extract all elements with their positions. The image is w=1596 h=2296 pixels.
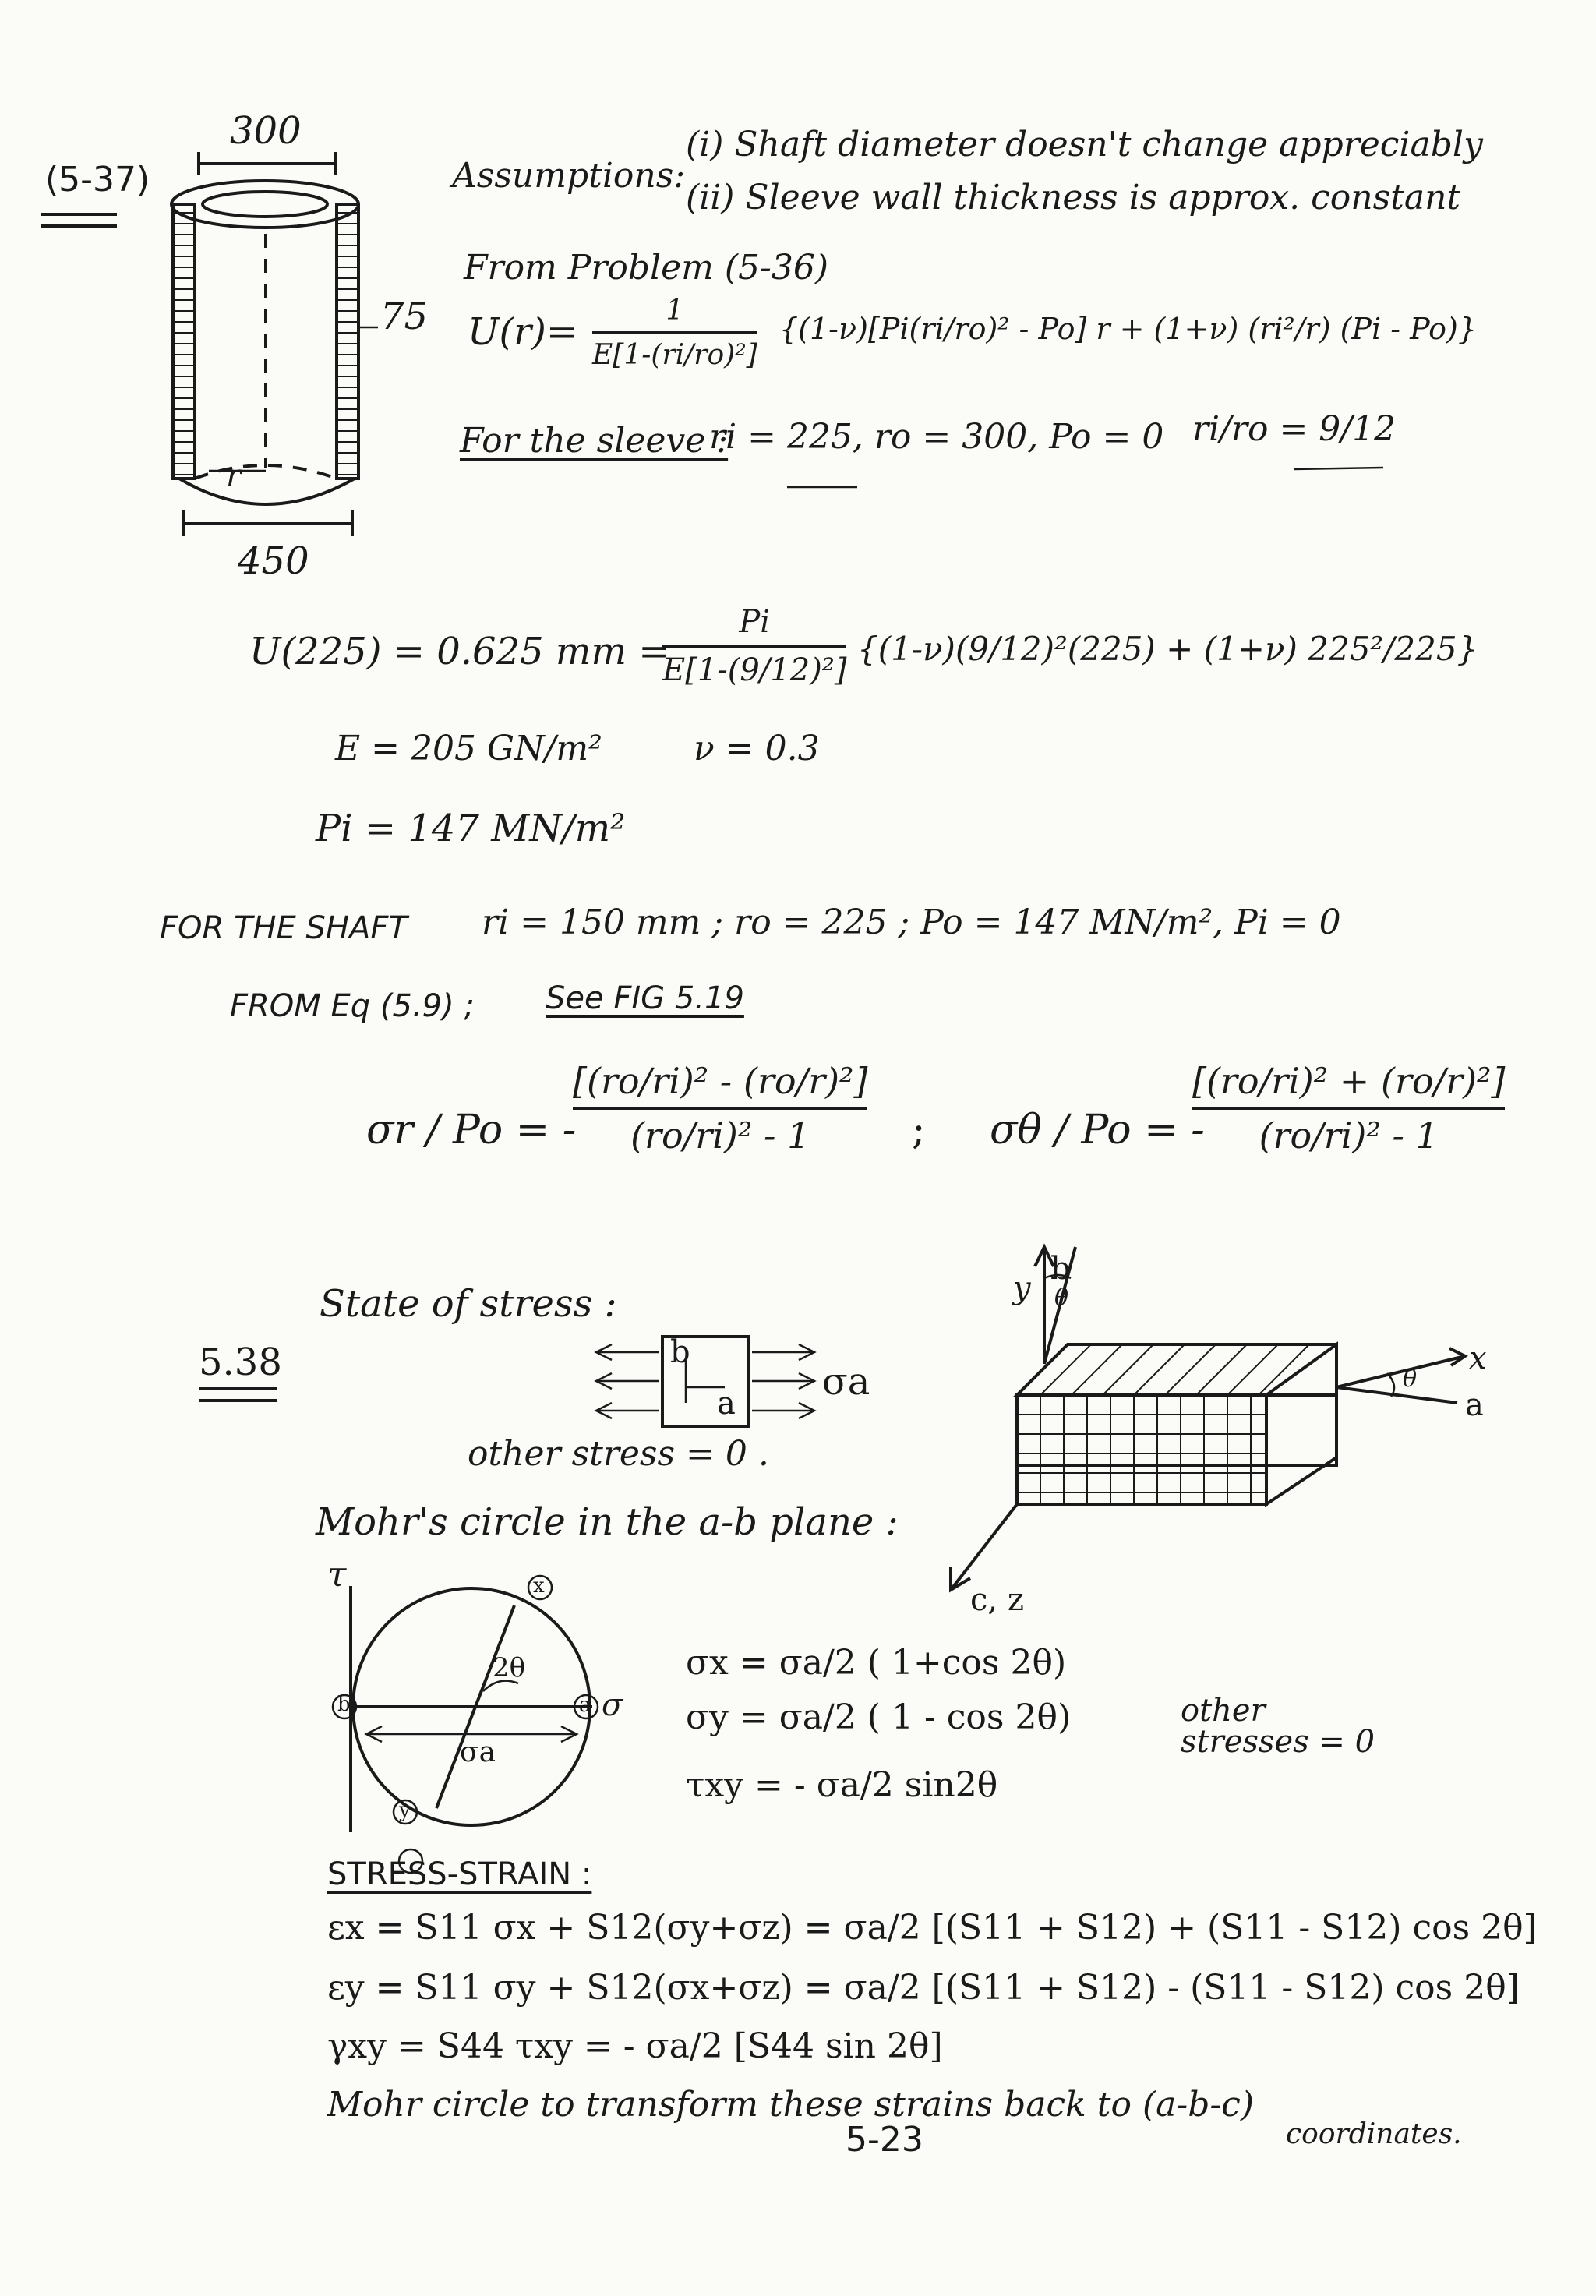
other-stresses: other stresses = 0 xyxy=(1181,1693,1375,1760)
point-x: x xyxy=(533,1574,545,1598)
state-of-stress: State of stress : xyxy=(320,1282,617,1326)
block-grid-line xyxy=(1227,1344,1278,1395)
shaft-values: ri = 150 mm ; ro = 225 ; Po = 147 MN/m², Pi = 0 xyxy=(482,903,1341,942)
u225-rhs: {(1-ν)(9/12)²(225) + (1+ν) 225²/225} xyxy=(857,630,1478,668)
u225-frac-den: E[1-(9/12)²] xyxy=(662,652,847,688)
u-frac-den: E[1-(ri/ro)²] xyxy=(592,339,757,371)
block-b: b xyxy=(1050,1251,1071,1287)
block-theta-top: θ xyxy=(1054,1284,1069,1312)
u-rhs: {(1-ν)[Pi(ri/ro)² - Po] r + (1+ν) (ri²/r) (Pi - Po)} xyxy=(779,312,1478,346)
assumption-2: (ii) Sleeve wall thickness is approx. constant xyxy=(686,178,1461,217)
from-problem: From Problem (5-36) xyxy=(464,248,829,288)
sr-num: [(ro/ri)² - (ro/r)²] xyxy=(573,1060,868,1102)
block-grid-line xyxy=(1103,1344,1153,1395)
gamma-xy-eq: γxy = S44 τxy = - σa/2 [S44 sin 2θ] xyxy=(327,2026,943,2066)
e-value: E = 205 GN/m² xyxy=(335,729,602,768)
sigma-axis: σ xyxy=(602,1687,623,1723)
sleeve-values: ri = 225, ro = 300, Po = 0 xyxy=(709,417,1164,457)
for-shaft-label: FOR THE SHAFT xyxy=(160,910,408,946)
other-stress: other stress = 0 . xyxy=(468,1434,769,1474)
coordinates-text: coordinates. xyxy=(1286,2118,1462,2150)
semicolon: ; xyxy=(912,1107,926,1153)
element-a: a xyxy=(717,1386,736,1422)
see-fig: See FIG 5.19 xyxy=(546,980,744,1016)
two-theta: 2θ xyxy=(493,1652,526,1683)
page-number: 5-23 xyxy=(846,2120,923,2160)
mohr-title: Mohr's circle in the a-b plane : xyxy=(316,1500,899,1544)
assumption-1: (i) Shaft diameter doesn't change appreciably xyxy=(686,125,1483,164)
point-a: a xyxy=(579,1694,591,1717)
u225-lhs: U(225) = 0.625 mm = xyxy=(249,630,670,673)
problem-label-5-38: 5.38 xyxy=(199,1341,282,1384)
element-b: b xyxy=(670,1334,690,1370)
nu-value: ν = 0.3 xyxy=(694,729,820,768)
dim-r: r xyxy=(226,458,242,494)
for-sleeve-label: For the sleeve : xyxy=(460,421,729,461)
block-grid-line xyxy=(1165,1344,1216,1395)
block-cz: c, z xyxy=(970,1582,1024,1618)
from-eq: FROM Eq (5.9) ; xyxy=(230,988,475,1024)
point-b: b xyxy=(337,1693,351,1716)
block-theta-side: θ xyxy=(1403,1365,1418,1393)
stress-strain-label: STRESS-STRAIN : xyxy=(327,1856,592,1892)
epsilon-y-eq: εy = S11 σy + S12(σx+σz) = σa/2 [(S11 + S12) - (S11 - S12) cos 2θ] xyxy=(327,1968,1520,2008)
block-grid-line xyxy=(1134,1344,1185,1395)
u-frac-num: 1 xyxy=(666,295,684,327)
st-den: (ro/ri)² - 1 xyxy=(1259,1114,1439,1157)
circle-sigma-a: σa xyxy=(460,1736,496,1768)
block-grid-line xyxy=(1196,1344,1247,1395)
st-num: [(ro/ri)² + (ro/r)²] xyxy=(1192,1060,1506,1102)
dim-75: 75 xyxy=(380,295,429,338)
problem-label-5-37: (5-37) xyxy=(45,160,150,200)
point-y: y xyxy=(399,1799,411,1822)
sigma-x-eq: σx = σa/2 ( 1+cos 2θ) xyxy=(686,1643,1067,1683)
mohr-back-text: Mohr circle to transform these strains back to (a-b-c) xyxy=(327,2085,1255,2125)
ratio-ri-ro: ri/ro = 9/12 xyxy=(1192,409,1396,449)
dim-300: 300 xyxy=(230,109,302,153)
sigma-y-eq: σy = σa/2 ( 1 - cos 2θ) xyxy=(686,1697,1072,1737)
sr-den: (ro/ri)² - 1 xyxy=(630,1114,810,1157)
block-a: a xyxy=(1465,1387,1484,1423)
pi-value: Pi = 147 MN/m² xyxy=(316,807,626,850)
tau-axis: τ xyxy=(327,1555,347,1595)
sr-lhs: σr / Po = - xyxy=(366,1107,577,1153)
sigma-a-label: σa xyxy=(822,1360,870,1404)
dim-450: 450 xyxy=(238,539,309,583)
block-x: x xyxy=(1469,1341,1487,1376)
epsilon-x-eq: εx = S11 σx + S12(σy+σz) = σa/2 [(S11 + S12) + (S11 - S12) cos 2θ] xyxy=(327,1908,1537,1948)
block-y: y xyxy=(1013,1270,1031,1306)
assumptions-label: Assumptions: xyxy=(452,156,686,196)
u225-frac-num: Pi xyxy=(739,604,771,640)
st-lhs: σθ / Po = - xyxy=(990,1107,1205,1153)
tau-xy-eq: τxy = - σa/2 sin2θ xyxy=(686,1765,998,1805)
block-grid-line xyxy=(1072,1344,1122,1395)
u-lhs: U(r)= xyxy=(468,310,578,354)
